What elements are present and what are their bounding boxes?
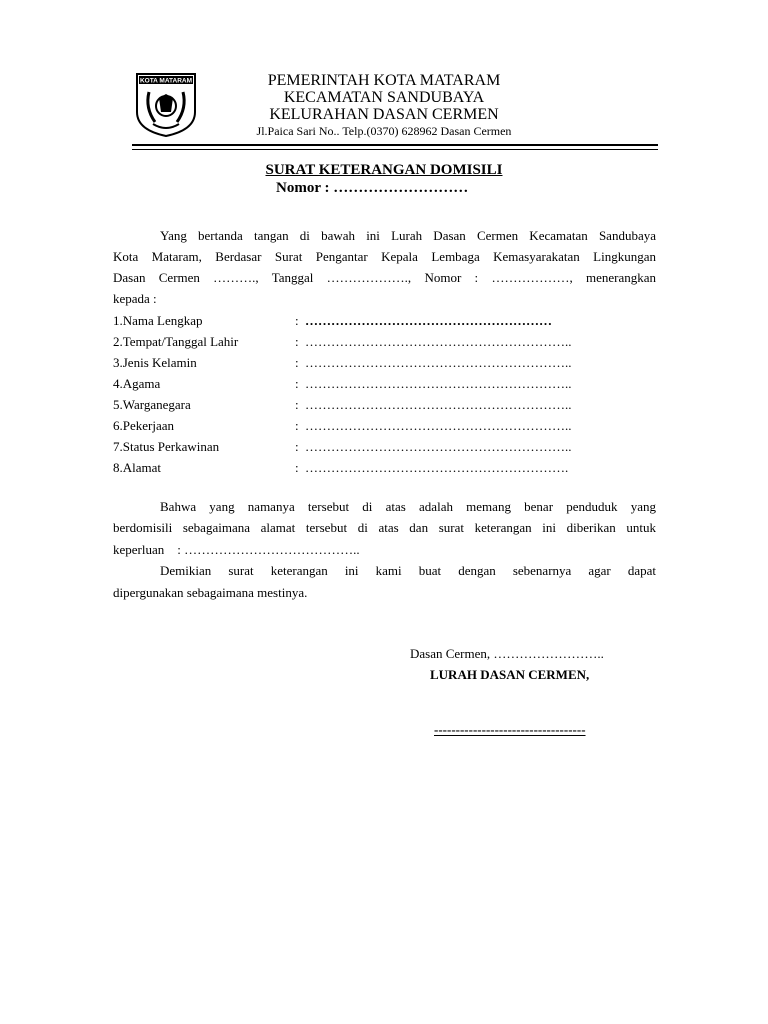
- field-colon: :: [295, 439, 299, 454]
- field-row: [113, 394, 658, 415]
- field-colon: :: [295, 397, 299, 412]
- field-colon: :: [295, 355, 299, 370]
- field-value: ……………………………………………………..: [305, 418, 572, 433]
- field-row: [113, 352, 658, 373]
- city-logo: [135, 72, 197, 138]
- field-colon: :: [295, 376, 299, 391]
- intro-line-2: Kota Mataram, Berdasar Surat Pengantar Kepala Lembaga Kemasyarakatan Lingkungan: [113, 249, 656, 264]
- field-row: [113, 457, 658, 478]
- field-value: ……………………………………………………..: [305, 439, 572, 454]
- field-label: 1.Nama Lengkap: [113, 313, 203, 328]
- field-value: ……………………………………………………..: [305, 376, 572, 391]
- header-divider-thick: [132, 144, 658, 146]
- field-colon: :: [295, 460, 299, 475]
- field-row: [113, 415, 658, 436]
- logo-text: KOTA MATARAM: [139, 77, 193, 85]
- field-value: ……………………………………………………..: [305, 397, 572, 412]
- header-address: Jl.Paica Sari No.. Telp.(0370) 628962 Dasan Cermen: [256, 124, 512, 138]
- field-label: 5.Warganegara: [113, 397, 191, 412]
- field-colon: :: [295, 313, 299, 328]
- intro-line-4: kepada :: [113, 291, 157, 306]
- closing-line-2: dipergunakan sebagaimana mestinya.: [113, 585, 308, 600]
- signature-name-line: -----------------------------------: [434, 722, 586, 737]
- field-label: 8.Alamat: [113, 460, 162, 475]
- document-number: Nomor : ………………………: [276, 180, 469, 196]
- document-title: SURAT KETERANGAN DOMISILI: [265, 162, 503, 178]
- field-label: 3.Jenis Kelamin: [113, 355, 197, 370]
- field-value: ……………………………………………………..: [305, 355, 572, 370]
- field-label: 7.Status Perkawinan: [113, 439, 220, 454]
- signature-place-date: Dasan Cermen, ……………………..: [410, 646, 604, 661]
- closing-line-1: Demikian surat keterangan ini kami buat dengan sebenarnya agar dapat: [160, 563, 656, 578]
- field-row: [113, 436, 658, 457]
- intro-line-1: Yang bertanda tangan di bawah ini Lurah Dasan Cermen Kecamatan Sandubaya: [160, 228, 656, 243]
- field-label: 4.Agama: [113, 376, 161, 391]
- header-village: KELURAHAN DASAN CERMEN: [269, 106, 499, 123]
- field-value: …………………………………………………….: [305, 460, 569, 475]
- statement-line-2: berdomisili sebagaimana alamat tersebut di atas dan surat keterangan ini diberikan untuk: [113, 520, 656, 535]
- field-colon: :: [295, 334, 299, 349]
- header-district: KECAMATAN SANDUBAYA: [283, 89, 485, 106]
- purpose-line: keperluan : …………………………………..: [113, 542, 360, 557]
- field-value: …………………………………………………: [305, 313, 552, 328]
- field-row: [113, 373, 658, 394]
- field-label: 6.Pekerjaan: [113, 418, 175, 433]
- field-row: [113, 331, 658, 352]
- header-government: PEMERINTAH KOTA MATARAM: [267, 72, 501, 89]
- statement-line-1: Bahwa yang namanya tersebut di atas adalah memang benar penduduk yang: [160, 499, 656, 514]
- signature-position: LURAH DASAN CERMEN,: [430, 667, 590, 682]
- field-colon: :: [295, 418, 299, 433]
- field-row: [113, 310, 658, 331]
- field-label: 2.Tempat/Tanggal Lahir: [113, 334, 239, 349]
- header-divider-thin: [132, 149, 658, 150]
- field-value: ……………………………………………………..: [305, 334, 572, 349]
- intro-line-3: Dasan Cermen ………., Tanggal ………………., Nomor : ………………, menerangkan: [113, 270, 656, 285]
